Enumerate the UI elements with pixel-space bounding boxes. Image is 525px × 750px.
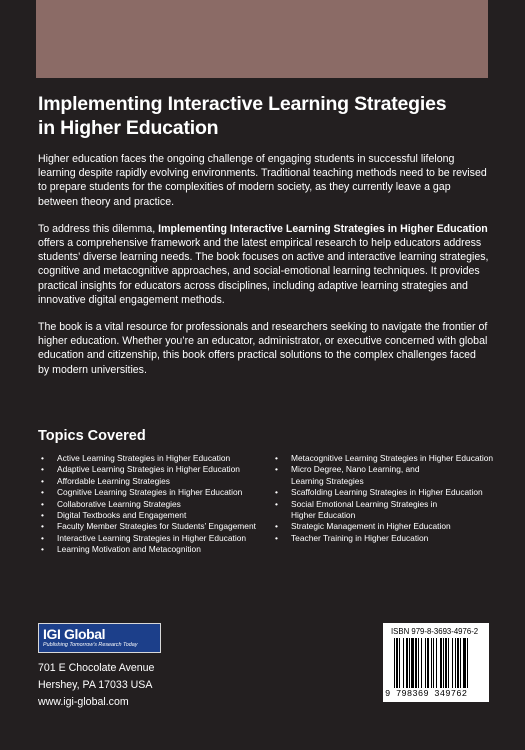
barcode-stripe	[460, 638, 461, 688]
logo-name: IGI Global	[43, 626, 106, 642]
topic-text-continued: Learning Strategies	[291, 475, 364, 486]
barcode-stripe	[403, 638, 404, 688]
topics-column-right	[272, 453, 498, 556]
publisher-website: www.igi-global.com	[38, 696, 129, 708]
barcode-stripe	[448, 638, 449, 688]
topics-list	[38, 453, 498, 556]
barcode-stripe	[455, 638, 456, 688]
topics-heading: Topics Covered	[38, 428, 146, 444]
isbn-label: ISBN 979-8-3693-4976-2	[391, 627, 479, 636]
topic-item	[38, 464, 272, 475]
topic-item	[38, 499, 272, 510]
bullet-icon: •	[41, 487, 44, 498]
address-line-1: 701 E Chocolate Avenue	[38, 662, 155, 674]
igi-global-logo	[38, 623, 161, 653]
bullet-icon: •	[275, 464, 278, 475]
paragraph-2-intro: To address this dilemma,	[38, 222, 159, 235]
topic-text: Active Learning Strategies in Higher Education	[57, 453, 231, 463]
bullet-icon: •	[41, 544, 44, 555]
bullet-icon: •	[275, 487, 278, 498]
barcode-stripe	[467, 638, 468, 688]
barcode-stripe	[399, 638, 400, 688]
bullet-icon: •	[275, 532, 278, 543]
address-line-2: Hershey, PA 17033 USA	[38, 679, 153, 691]
bullet-icon: •	[41, 521, 44, 532]
description-paragraph-1: Higher education faces the ongoing challenge of engaging students in successful lifelong learning despite rapidly evolving environments. Traditional teaching methods need to be revised to prepare students for the complexities of modern society, as they currently leave a gap between theory and practice.	[38, 153, 487, 208]
bullet-icon: •	[41, 464, 44, 475]
topic-text: Cognitive Learning Strategies in Higher Education	[57, 487, 243, 498]
barcode-stripe	[463, 638, 466, 688]
description-paragraph-2	[38, 222, 490, 307]
topic-text: Metacognitive Learning Strategies in Higher Education	[291, 453, 494, 463]
topic-text: Faculty Member Strategies for Students’ Engagement	[57, 521, 256, 532]
bullet-icon: •	[41, 475, 44, 486]
cover-top-band	[0, 0, 525, 80]
topic-text: Digital Textbooks and Engagement	[57, 510, 187, 521]
topic-item	[272, 521, 498, 532]
barcode-stripe	[431, 638, 432, 688]
description-paragraph-3: The book is a vital resource for professionals and researchers seeking to navigate the frontier of higher education. Whether you’re an educator, administrator, or executive concerned with global education and citizenship, this book offers practical solutions to the complex challenges faced by modern universities.	[38, 321, 488, 376]
topic-item	[272, 499, 498, 522]
barcode-stripe	[457, 638, 459, 688]
title-line-2: in Higher Education	[38, 117, 219, 139]
barcode-stripe	[421, 638, 422, 688]
logo-tagline: Publishing Tomorrow’s Research Today	[43, 642, 138, 648]
paragraph-2-book-title: Implementing Interactive Learning Strategies in Higher Education	[158, 222, 488, 235]
publisher-address	[38, 660, 154, 711]
topics-column-left	[38, 453, 272, 556]
topic-text-continued: Higher Education	[291, 510, 356, 521]
topic-item	[38, 487, 272, 498]
barcode-digits: 9 798369 349762	[385, 689, 468, 699]
barcode-stripe	[394, 638, 395, 688]
topic-text: Strategic Management in Higher Education	[291, 521, 451, 532]
bullet-icon: •	[275, 453, 278, 463]
barcode-stripe	[443, 638, 444, 688]
topic-item	[38, 476, 272, 487]
barcode-stripe	[396, 638, 398, 688]
barcode-stripe	[452, 638, 453, 688]
barcode-stripe	[440, 638, 442, 688]
barcode-stripe	[445, 638, 447, 688]
topic-text: Teacher Training in Higher Education	[291, 532, 429, 543]
bullet-icon: •	[41, 532, 44, 543]
isbn-barcode	[383, 623, 489, 702]
topic-item	[272, 487, 498, 498]
topic-text: Adaptive Learning Strategies in Higher Education	[57, 464, 240, 475]
barcode-stripe	[433, 638, 434, 688]
bullet-icon: •	[41, 453, 44, 463]
topic-text: Collaborative Learning Strategies	[57, 498, 181, 509]
book-description	[38, 152, 490, 390]
barcode-stripe	[425, 638, 426, 688]
book-title	[38, 92, 488, 140]
topic-text: Learning Motivation and Metacognition	[57, 544, 201, 555]
topic-text: Affordable Learning Strategies	[57, 475, 170, 486]
topic-item	[272, 453, 498, 464]
topic-text: Social Emotional Learning Strategies in	[291, 498, 438, 509]
bullet-icon: •	[275, 498, 278, 509]
barcode-stripe	[415, 638, 417, 688]
barcode-bars	[393, 638, 485, 688]
paragraph-2-body: offers a comprehensive framework and the latest empirical research to help educators address students’ diverse learning needs. The book focuses on active and interactive learning strategies, cognitive and metacognitive approaches, and social-emotional learning techniques. It provides practical insights for educators across disciplines, including adaptive learning strategies and innovative digital engagement methods.	[38, 237, 489, 306]
title-line-1: Implementing Interactive Learning Strategies	[38, 93, 447, 115]
topic-text: Interactive Learning Strategies in Higher Education	[57, 532, 247, 543]
topic-item	[272, 464, 498, 487]
topic-item	[38, 533, 272, 544]
barcode-stripe	[436, 638, 437, 688]
barcode-stripe	[409, 638, 410, 688]
topic-item	[38, 521, 272, 532]
bullet-icon: •	[275, 521, 278, 532]
topic-item	[38, 453, 272, 464]
topic-text: Micro Degree, Nano Learning, and	[291, 464, 420, 475]
topic-text: Scaffolding Learning Strategies in Higher Education	[291, 487, 483, 498]
topic-item	[38, 510, 272, 521]
barcode-stripe	[418, 638, 419, 688]
bullet-icon: •	[41, 498, 44, 509]
barcode-stripe	[406, 638, 408, 688]
logo-box	[38, 623, 161, 653]
topic-item	[38, 544, 272, 555]
decorative-color-bar	[36, 0, 488, 78]
barcode-stripe	[427, 638, 429, 688]
barcode-stripe	[411, 638, 414, 688]
bullet-icon: •	[41, 510, 44, 521]
topic-item	[272, 533, 498, 544]
